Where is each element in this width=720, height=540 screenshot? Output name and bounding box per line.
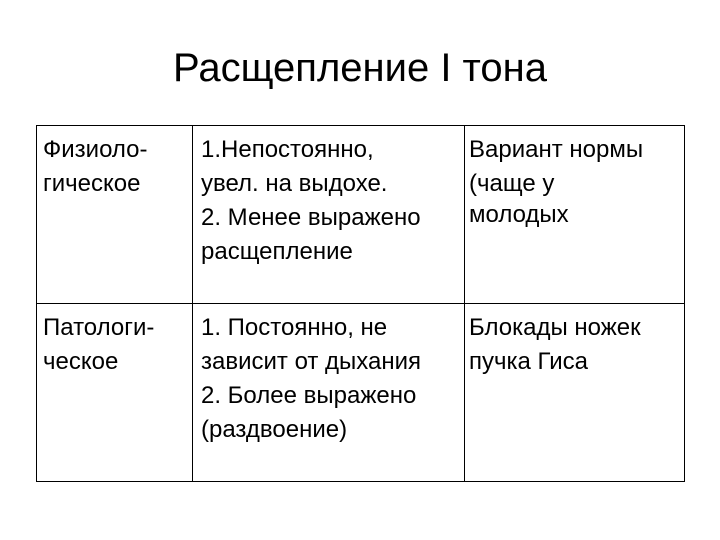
note-text: (чаще у — [469, 170, 555, 197]
type-text: гическое — [43, 170, 141, 197]
note-cell — [465, 126, 685, 304]
note-text: молодых — [469, 201, 569, 228]
description-text: 2. Более выражено — [201, 382, 417, 409]
type-text: ческое — [43, 348, 119, 375]
description-text: 2. Менее выражено — [201, 204, 421, 231]
description-cell — [193, 304, 465, 482]
description-text: 1.Непостоянно, — [201, 136, 374, 163]
table-row-physiological — [37, 126, 685, 304]
description-text: расщепление — [201, 238, 353, 265]
description-text: 1. Постоянно, не — [201, 314, 388, 341]
type-text: Физиоло- — [43, 136, 148, 163]
note-text: пучка Гиса — [469, 348, 588, 375]
note-text: Вариант нормы — [469, 136, 644, 163]
description-text: увел. на выдохе. — [201, 170, 388, 197]
table-row-pathological — [37, 304, 685, 482]
description-text: зависит от дыхания — [201, 348, 422, 375]
type-cell — [37, 304, 193, 482]
slide-title: Расщепление I тона — [172, 46, 548, 90]
note-cell — [465, 304, 685, 482]
description-cell — [193, 126, 465, 304]
description-text: (раздвоение) — [201, 416, 348, 443]
note-text: Блокады ножек — [469, 314, 641, 341]
type-text: Патологи- — [43, 314, 155, 341]
type-cell — [37, 126, 193, 304]
splitting-table — [36, 125, 685, 482]
